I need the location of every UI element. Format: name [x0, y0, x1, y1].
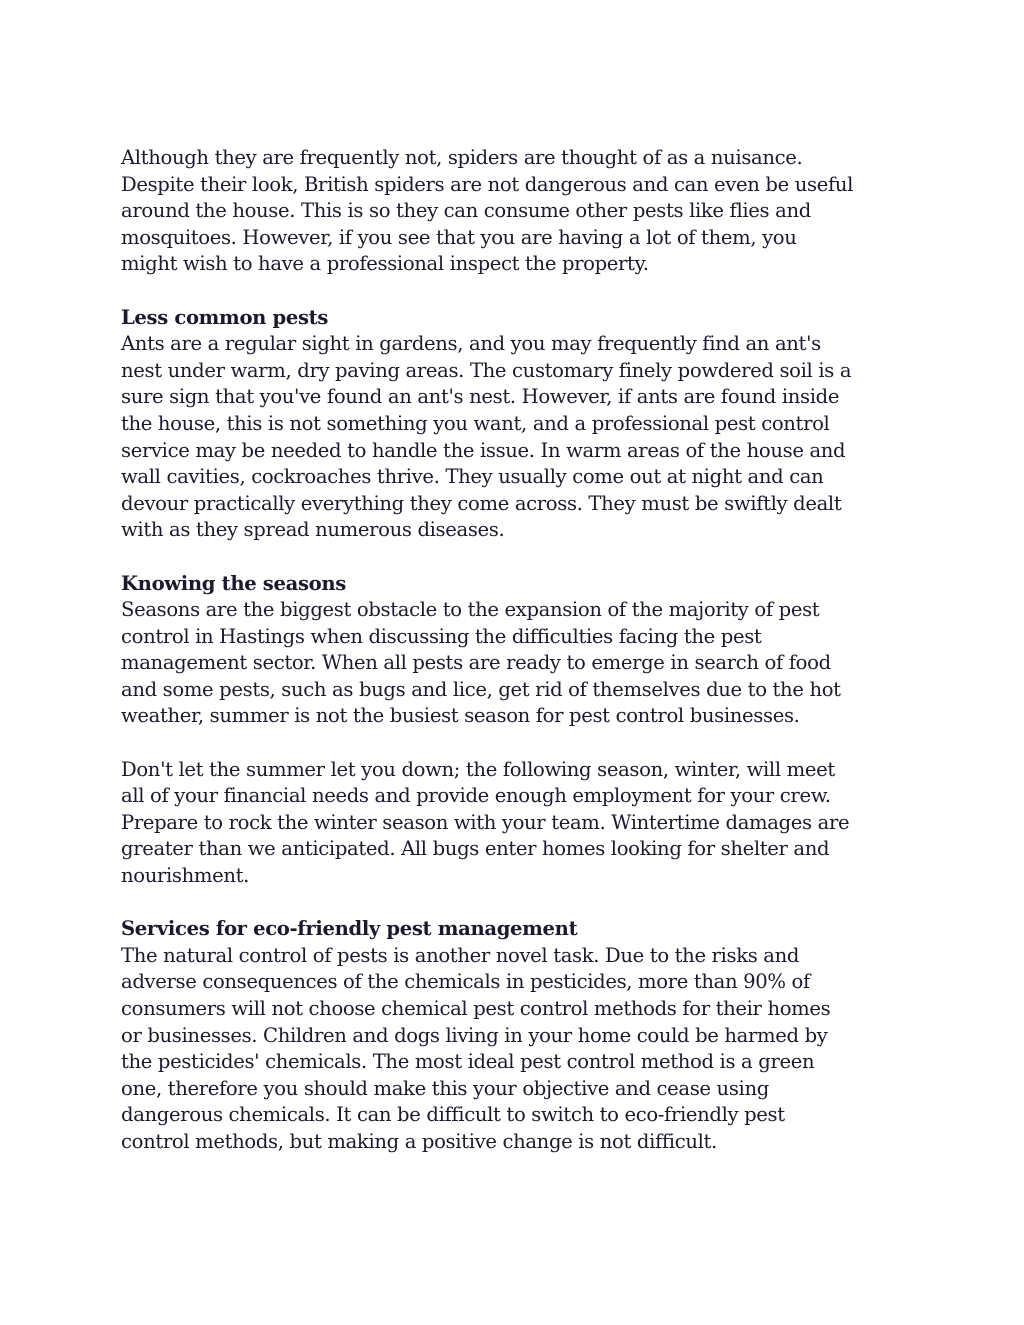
- section-heading: Less common pests: [121, 305, 329, 329]
- text-line: adverse consequences of the chemicals in pesticides, more than 90% of: [121, 970, 810, 994]
- text-line: the pesticides' chemicals. The most ideal pest control method is a green: [121, 1050, 815, 1074]
- text-line: sure sign that you've found an ant's nest. However, if ants are found inside: [121, 385, 840, 409]
- text-line: Seasons are the biggest obstacle to the expansion of the majority of pest: [121, 598, 820, 622]
- text-line: wall cavities, cockroaches thrive. They usually come out at night and can: [121, 465, 824, 489]
- text-line: Despite their look, British spiders are not dangerous and can even be useful: [121, 172, 854, 196]
- text-line: around the house. This is so they can consume other pests like flies and: [121, 199, 811, 223]
- text-line: nest under warm, dry paving areas. The customary finely powdered soil is a: [121, 358, 852, 382]
- text-line: devour practically everything they come across. They must be swiftly dealt: [121, 491, 842, 515]
- paragraph-spiders: [121, 145, 911, 278]
- text-line: control methods, but making a positive change is not difficult.: [121, 1129, 717, 1153]
- text-line: the house, this is not something you want, and a professional pest control: [121, 411, 830, 435]
- text-line: Don't let the summer let you down; the following season, winter, will meet: [121, 757, 835, 781]
- text-line: nourishment.: [121, 864, 250, 888]
- section-eco-friendly-services: [121, 916, 911, 1155]
- text-line: service may be needed to handle the issue. In warm areas of the house and: [121, 438, 846, 462]
- text-line: or businesses. Children and dogs living in your home could be harmed by: [121, 1023, 828, 1047]
- text-line: control in Hastings when discussing the difficulties facing the pest: [121, 624, 762, 648]
- text-line: Prepare to rock the winter season with your team. Wintertime damages are: [121, 810, 850, 834]
- text-line: Ants are a regular sight in gardens, and you may frequently find an ant's: [121, 332, 821, 356]
- text-line: all of your financial needs and provide enough employment for your crew.: [121, 784, 831, 808]
- text-line: management sector. When all pests are ready to emerge in search of food: [121, 651, 831, 675]
- text-line: consumers will not choose chemical pest control methods for their homes: [121, 997, 831, 1020]
- text-line: weather, summer is not the busiest season for pest control businesses.: [121, 704, 800, 728]
- document-page: [121, 145, 911, 1182]
- section-knowing-the-seasons: [121, 571, 911, 731]
- text-line: and some pests, such as bugs and lice, get rid of themselves due to the hot: [121, 677, 841, 701]
- text-line: Although they are frequently not, spiders are thought of as a nuisance.: [121, 146, 803, 169]
- text-line: with as they spread numerous diseases.: [121, 518, 505, 542]
- text-line: might wish to have a professional inspect the property.: [121, 252, 649, 276]
- section-heading: Services for eco-friendly pest management: [121, 917, 578, 941]
- section-heading: Knowing the seasons: [121, 571, 346, 595]
- text-line: The natural control of pests is another novel task. Due to the risks and: [121, 943, 800, 967]
- text-line: greater than we anticipated. All bugs enter homes looking for shelter and: [121, 837, 830, 861]
- section-less-common-pests: [121, 305, 911, 544]
- text-line: dangerous chemicals. It can be difficult to switch to eco-friendly pest: [121, 1103, 785, 1127]
- paragraph-winter: [121, 757, 911, 890]
- text-line: one, therefore you should make this your objective and cease using: [121, 1076, 769, 1100]
- text-line: mosquitoes. However, if you see that you are having a lot of them, you: [121, 225, 797, 249]
